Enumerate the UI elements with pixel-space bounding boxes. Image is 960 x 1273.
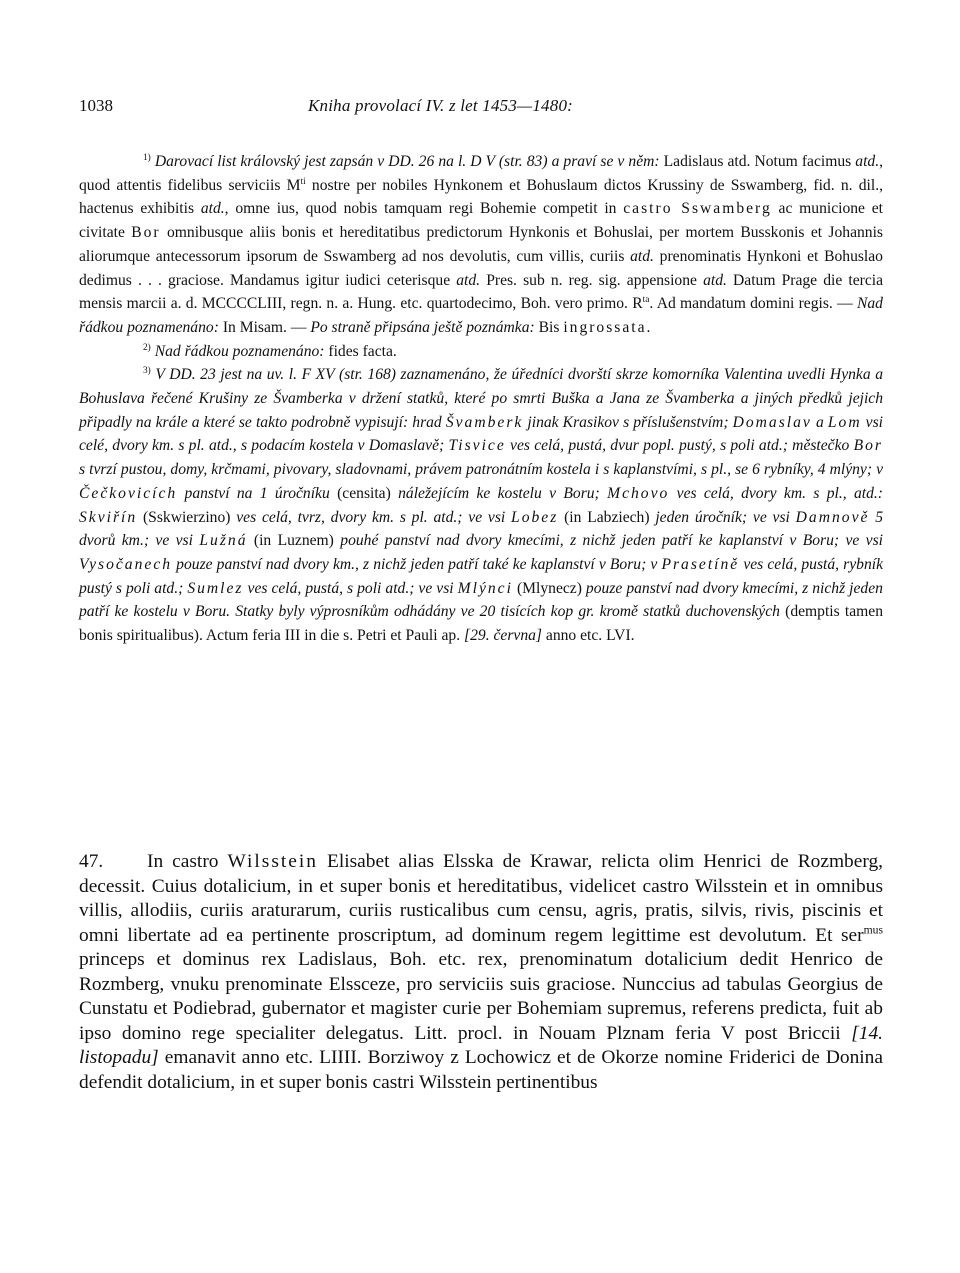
entry-47: 47. In castro Wilsstein Elisabet alias Elsska de Krawar, relicta olim Henrici de Rozmberg, decessit. Cuius dotalicium, in et super bonis et hereditatibus, videlicet castro Wilsstein et in omnibus villis, allodiis, curiis araturarum, curiis rusticalibus cum censu, agris, pratis, silvis, rivis, piscinis et omni libertate ad ea pertinente proscriptum, ad dominum regem legittime est devolutum. Et ser$^{mus}$ princeps et dominus rex Ladislaus, Boh. etc. rex, prenominatum dotalicium dedit Henrico de Rozmberg, vnuku prenominate Elssceze, pro serviciis suis graciose. Nunccius ad tabulas Georgius de Cunstatu et Podiebrad, gubernator et magister curie per Bohemiam supremus, referens predicta, fuit ab ipso domino rege specialiter delegatus. Litt. procl. in Nouam Plznam feria V post Briccii [14. listopadu] emanavit anno etc. LIIII. Borziwoy z Lochowicz et de Okorze nomine Friderici de Donina defendit dotalicium, in et super bonis castri Wilsstein pertinentibus	[79, 851, 883, 1093]
page-header	[79, 96, 883, 122]
footnote-1: $^{1)}$ Darovací list královský jest zapsán v DD. 26 na l. D V (str. 83) a praví se v něm: Ladislaus atd. Notum facimus atd., quod attentis fidelibus serviciis $M^{ti}$ nostre per nobiles Hynkonem et Bohuslaum dictos Krussiny de Sswamberg, fid. n. dil., hactenus exhibitis atd., omne ius, quod nobis tamquam regi Bohemie competit in castro Sswamberg ac municione et civitate Bor omnibusque aliis bonis et hereditatibus predictorum Hynkonis et Bohuslai, per mortem Busskonis et Johannis aliorumque antecessorum ipsorum de Sswamberg ad nos devolutis, cum villis, curiis atd. prenominatis Hynkoni et Bohuslao dedimus . . . graciose. Mandamus igitur iudici ceterisque atd. Pres. sub n. reg. sig. appensione atd. Datum Prage die tercia mensis marcii a. d. MCCCCLIII, regn. n. a. Hung. etc. quartodecimo, Boh. vero primo. $R^{ta}$. Ad mandatum domini regis. — Nad řádkou poznamenáno: In Misam. — Po straně připsána ještě poznámka: Bis ingrossata.	[79, 152, 883, 336]
footnote-3-marker: 3)	[143, 366, 151, 377]
footnotes	[79, 150, 883, 648]
main-entry	[79, 850, 883, 1095]
entry-number: 47.	[79, 851, 104, 872]
footnote-3: $^{3)}$ V DD. 23 jest na uv. l. F XV (str. 168) zaznamenáno, že úředníci dvorští skrze komorníka Valentina uvedli Hynka a Bohuslava řečené Krušiny ze Švamberka v držení statků, které po smrti Buška a Jana ze Švamberka a jiných předků jejich připadly na krále a které se takto podrobně vypisují: hrad Švamberk jinak Krasikov s příslušenstvím; Domaslav a Lom vsi celé, dvory km. s pl. atd., s podacím kostela v Domaslavě; Tisvice ves celá, pustá, dvur popl. pustý, s poli atd.; městečko Bor s tvrzí pustou, domy, krčmami, pivovary, sladovnami, právem patronátním kostela i s kaplanstvími, s pl., se 6 rybníky, 4 mlýny; v Čečkovicích panství na 1 úročníku (censita) náležejícím ke kostelu v Boru; Mchovo ves celá, dvory km. s pl., atd.: Skviřín (Sskwierzino) ves celá, tvrz, dvory km. s pl. atd.; ve vsi Lobez (in Labziech) jeden úročník; ve vsi Damnově 5 dvorů km.; ve vsi Lužná (in Luznem) pouhé panství nad dvory kmecími, z nichž jeden patří ke kaplanství v Boru; ve vsi Vysočanech pouze panství nad dvory km., z nichž jeden patří také ke kaplanství v Boru; v Prasetíně ves celá, pustá, rybník pustý s poli atd.; Sumlez ves celá, pustá, s poli atd.; ve vsi Mlýnci (Mlynecz) pouze panství nad dvory kmecími, z nichž jeden patří ke kostelu v Boru. Statky byly výprosníkům odhádány ve 20 tisících kop gr. kromě statků duchovenských (demptis tamen bonis spiritualibus). Actum feria III in die s. Petri et Pauli ap. [29. června] anno etc. LVI.	[79, 366, 884, 645]
page-number: 1038	[79, 96, 113, 115]
running-title: Kniha provolací IV. z let 1453—1480:	[308, 96, 574, 115]
footnote-2-marker: 2)	[143, 342, 151, 353]
footnote-2: $^{2)}$ Nad řádkou poznamenáno: fides facta.	[143, 342, 397, 360]
footnote-1-marker: 1)	[143, 152, 151, 163]
